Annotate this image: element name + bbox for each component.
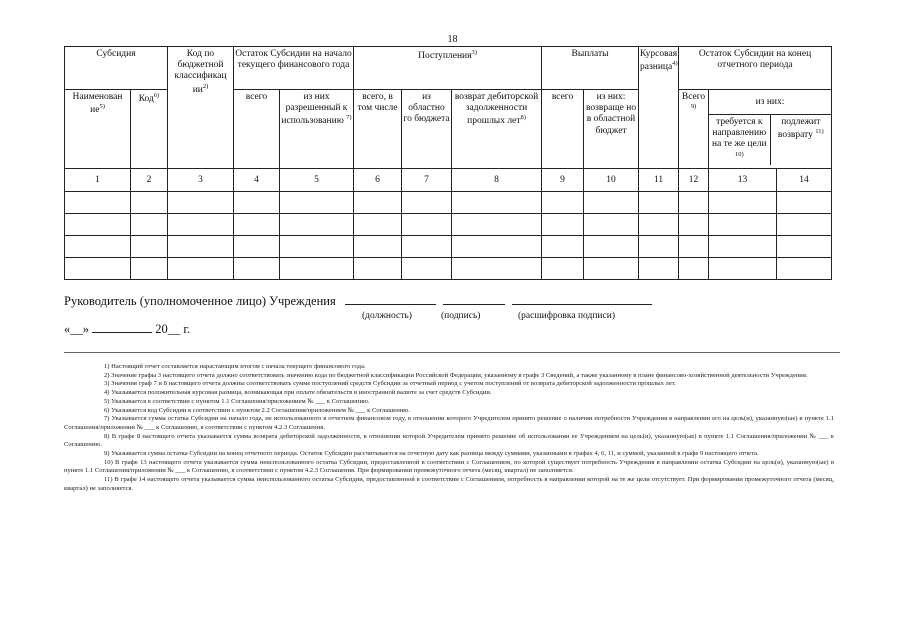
signature-label: Руководитель (уполномоченное лицо) Учреждения — [64, 294, 336, 308]
header-end-needed: требуется к направлению на те же цели $^{10)}$ — [711, 117, 767, 158]
column-number: 11 — [639, 169, 679, 192]
table-cell — [639, 258, 679, 280]
column-number: 12 — [679, 169, 709, 192]
table-cell — [65, 214, 131, 236]
table-cell — [777, 258, 832, 280]
header-receipts: Поступления$^{3)}$ — [354, 47, 542, 90]
table-cell — [131, 192, 168, 214]
table-cell — [131, 214, 168, 236]
sign-blank — [443, 292, 505, 305]
table-cell — [168, 192, 234, 214]
date-month-blank — [92, 320, 152, 333]
table-cell — [354, 214, 402, 236]
table-cell — [452, 258, 542, 280]
table-cell — [234, 214, 280, 236]
column-number: 7 — [402, 169, 452, 192]
signature-line — [64, 292, 652, 309]
header-start-total: всего — [234, 90, 280, 169]
table-cell — [542, 214, 584, 236]
decoding-blank — [512, 292, 652, 305]
header-row-1 — [65, 47, 832, 90]
footnote: 6) Указывается код Субсидии в соответствии с пунктом 2.2 Соглашения/приложением № ___ к Соглашению. — [104, 406, 410, 414]
column-number: 1 — [65, 169, 131, 192]
table-cell — [354, 258, 402, 280]
table-cell — [402, 258, 452, 280]
table-row — [65, 192, 832, 214]
table-cell — [679, 236, 709, 258]
table-cell — [709, 214, 777, 236]
header-receipts-total: всего, в том числе — [354, 90, 402, 169]
table-cell — [234, 192, 280, 214]
table-cell — [709, 258, 777, 280]
position-blank — [345, 292, 436, 305]
table-cell — [234, 258, 280, 280]
table-cell — [168, 214, 234, 236]
table-cell — [168, 236, 234, 258]
header-payments: Выплаты — [542, 47, 639, 90]
header-balance-end: Остаток Субсидии на конец отчетного периода — [679, 47, 832, 90]
footnotes — [64, 363, 834, 494]
header-subsidy: Субсидия — [65, 47, 168, 90]
header-name: Наименован $ие^{5)}$ — [65, 90, 131, 169]
header-end-of-them — [709, 90, 832, 169]
footnote: 8) В графе 8 настоящего отчета указывается сумма возврата дебиторской задолженности, в отношении которой Учредителем принято решение об использовании ее Учреждением на цель(и), указанную(ые) в пункте 1.1 Соглашения/приложении № ___ к Соглашению. — [64, 432, 834, 449]
footnote: 7) Указывается сумма остатка Субсидии на начало года, не использованного в отчетном финансовом году, в отношении которого Учредителем принято решение о наличии потребности Учреждения в направлении его на цель(и), указанную(ые) в пункте 1.1 Соглашения/приложении № ___ к Соглашению, в соответствии с пунктом 4.2.3 Соглашения. — [64, 415, 834, 431]
column-number: 13 — [709, 169, 777, 192]
table-cell — [131, 258, 168, 280]
sign-caption: (подпись) — [441, 311, 481, 321]
table-cell — [354, 236, 402, 258]
header-receipts-receivable: возврат дебиторской задолженности прошлых лет$^{8)}$ — [452, 90, 542, 169]
table-cell — [709, 192, 777, 214]
table-cell — [777, 236, 832, 258]
table-cell — [402, 192, 452, 214]
table-cell — [584, 192, 639, 214]
footnote: 11) В графе 14 настоящего отчета указывается сумма неиспользованного остатка Субсидии, предоставленной в соответствии с Соглашением, потребность в направлении которой на те же цели отсутствует. При формировании промежуточного отчета (месяц, квартал) не заполняется. — [64, 476, 834, 492]
header-balance-start: Остаток Субсидии на начало текущего финансового года — [234, 47, 354, 90]
column-number: 10 — [584, 169, 639, 192]
date-year: 20__ г. — [155, 322, 191, 336]
table-cell — [542, 236, 584, 258]
footnote: 2) Значение графы 3 настоящего отчета должно соответствовать значению кода по бюджетной классификации Российской Федерации, указанному в графе 3 Сведений, а также указанному в плане финансово-хозяйственной деятельности Учреждения. — [104, 371, 808, 379]
table-cell — [234, 236, 280, 258]
header-code: Код$^{6)}$ — [131, 90, 168, 169]
table-cell — [402, 236, 452, 258]
footnote: 1) Настоящий отчет составляется нарастающим итогом с начала текущего финансового года. — [104, 363, 366, 370]
table-cell — [584, 214, 639, 236]
table-cell — [280, 258, 354, 280]
table-cell — [65, 258, 131, 280]
table-row — [65, 258, 832, 280]
decoding-caption: (расшифровка подписи) — [518, 311, 615, 321]
column-number-row — [65, 169, 832, 192]
table-cell — [65, 192, 131, 214]
header-fx-difference: Курсовая разница$^{4)}$ — [639, 47, 679, 169]
table-cell — [452, 236, 542, 258]
header-payments-total: всего — [542, 90, 584, 169]
table-cell — [777, 214, 832, 236]
table-cell — [354, 192, 402, 214]
footnote: 9) Указывается сумма остатка Субсидии на конец отчетного периода. Остаток Субсидии рассчитывается на отчетную дату как разница между суммами, указанными в графах 4, 6, 11, и суммой, указанной в графе 9 настоящего отчета. — [104, 450, 759, 458]
column-number: 3 — [168, 169, 234, 192]
column-number: 2 — [131, 169, 168, 192]
table-cell — [709, 236, 777, 258]
table-cell — [639, 192, 679, 214]
table-cell — [65, 236, 131, 258]
table-cell — [131, 236, 168, 258]
footnote-divider — [64, 352, 840, 353]
table-cell — [679, 214, 709, 236]
date-line — [64, 320, 190, 337]
table-cell — [777, 192, 832, 214]
table-cell — [280, 236, 354, 258]
column-number: 5 — [280, 169, 354, 192]
table-row — [65, 236, 832, 258]
table-cell — [639, 236, 679, 258]
table-cell — [639, 214, 679, 236]
footnote: 5) Указывается в соответствии с пунктом 1.1 Соглашения/приложением № ___ к Соглашению. — [104, 397, 370, 405]
header-start-allowed: из них разрешенный к использованию $^{7)}$ — [280, 90, 354, 169]
column-number: 6 — [354, 169, 402, 192]
table-cell — [280, 192, 354, 214]
page-number: 18 — [447, 34, 458, 45]
table-cell — [542, 192, 584, 214]
header-of-them-label: из них: — [709, 90, 831, 115]
table-cell — [584, 258, 639, 280]
subsidy-report-table — [64, 46, 832, 280]
table-cell — [452, 192, 542, 214]
header-end-return: подлежит возврату $^{11)}$ — [770, 115, 832, 165]
footnote: 4) Указывается положительная курсовая разница, возникающая при оплате обязательств в иностранной валюте за счет средств Субсидии. — [104, 389, 492, 397]
header-end-total: Всего $^{9)}$ — [679, 90, 709, 169]
position-caption: (должность) — [362, 311, 412, 321]
date-day: «__» — [64, 322, 89, 336]
table-cell — [402, 214, 452, 236]
column-number: 8 — [452, 169, 542, 192]
table-cell — [542, 258, 584, 280]
header-budget-code: Код по бюджетной классификац $ии^{2)}$ — [168, 47, 234, 169]
footnote: 3) Значения граф 7 и 8 настоящего отчета должны соответствовать сумме поступлений средств Субсидии за отчетный период с учетом поступлений от возврата дебиторской задолженности прошлых лет. — [104, 380, 676, 388]
table-row — [65, 214, 832, 236]
column-number: 14 — [777, 169, 832, 192]
header-receipts-budget: из областно го бюджета — [402, 90, 452, 169]
footnote: 10) В графе 13 настоящего отчета указывается сумма неиспользованного остатка Субсидии, предоставленной в соответствии с Соглашением, по которой существует потребность Учреждения в направлении остатка Субсидии на цель(и), указанную(ые) в пункте 1.1 Соглашения/приложении № ___ к Соглашению, в соответствии с пунктом 4.2.3 Соглашения. При формировании промежуточного отчета (месяц, квартал) не заполняется. — [64, 458, 834, 475]
table-cell — [679, 192, 709, 214]
header-payments-budget: из них: возвраще но в областной бюджет — [584, 90, 639, 169]
table-cell — [584, 236, 639, 258]
table-cell — [452, 214, 542, 236]
table-cell — [679, 258, 709, 280]
table-cell — [168, 258, 234, 280]
column-number: 4 — [234, 169, 280, 192]
table-cell — [280, 214, 354, 236]
empty-data-rows — [65, 192, 832, 280]
column-number: 9 — [542, 169, 584, 192]
